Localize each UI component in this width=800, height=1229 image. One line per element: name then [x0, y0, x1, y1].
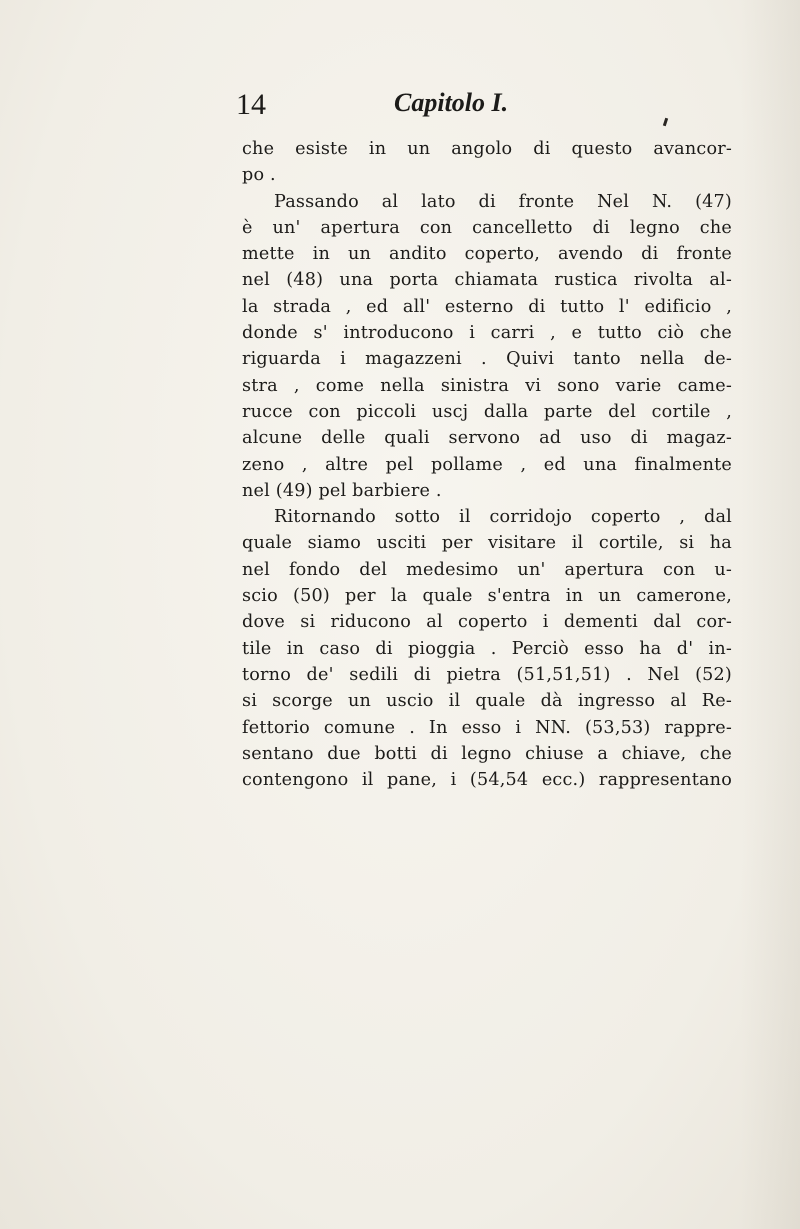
text-line: mette in un andito coperto, avendo di fronte — [242, 244, 732, 265]
text-line: la strada , ed all' esterno di tutto l' edificio , — [242, 296, 732, 317]
page-edge-shadow — [740, 0, 800, 1229]
text-line: zeno , altre pel pollame , ed una finalmente — [242, 454, 732, 475]
text-line: torno de' sedili di pietra (51,51,51) . Nel (52) — [242, 664, 732, 685]
text-line: rucce con piccoli uscj dalla parte del cortile , — [242, 401, 732, 422]
text-line: nel fondo del medesimo un' apertura con u- — [242, 559, 732, 580]
running-header — [0, 88, 800, 122]
body-text — [242, 136, 732, 793]
text-line: nel (49) pel barbiere . — [242, 480, 442, 501]
text-line: dove si riducono al coperto i dementi dal cor- — [242, 612, 732, 633]
text-line: fettorio comune . In esso i NN. (53,53) rappre- — [242, 717, 732, 738]
text-line: stra , come nella sinistra vi sono varie came- — [242, 375, 732, 396]
text-line: quale siamo usciti per visitare il cortile, si ha — [242, 533, 732, 554]
text-line: si scorge un uscio il quale dà ingresso al Re- — [242, 691, 732, 712]
chapter-title: Capitolo I. — [394, 88, 509, 117]
text-line: è un' apertura con cancelletto di legno che — [242, 217, 732, 238]
text-line: Passando al lato di fronte Nel N. (47) — [274, 191, 732, 212]
text-line: che esiste in un angolo di questo avancor- — [242, 139, 732, 159]
text-line: scio (50) per la quale s'entra in un camerone, — [242, 586, 732, 607]
text-line: nel (48) una porta chiamata rustica rivolta al- — [242, 270, 732, 291]
text-line: Ritornando sotto il corridojo coperto , dal — [274, 507, 732, 528]
text-line: alcune delle quali servono ad uso di magaz- — [242, 428, 732, 449]
page-number: 14 — [236, 88, 266, 121]
text-line: sentano due botti di legno chiuse a chiave, che — [242, 743, 732, 764]
text-line: riguarda i magazzeni . Quivi tanto nella de- — [242, 349, 732, 370]
text-line: donde s' introducono i carri , e tutto ciò che — [242, 323, 732, 344]
text-line: po . — [242, 165, 276, 186]
text-line: tile in caso di pioggia . Perciò esso ha d' in- — [242, 638, 732, 659]
text-line: contengono il pane, i (54,54 ecc.) rappresentano — [242, 770, 732, 791]
